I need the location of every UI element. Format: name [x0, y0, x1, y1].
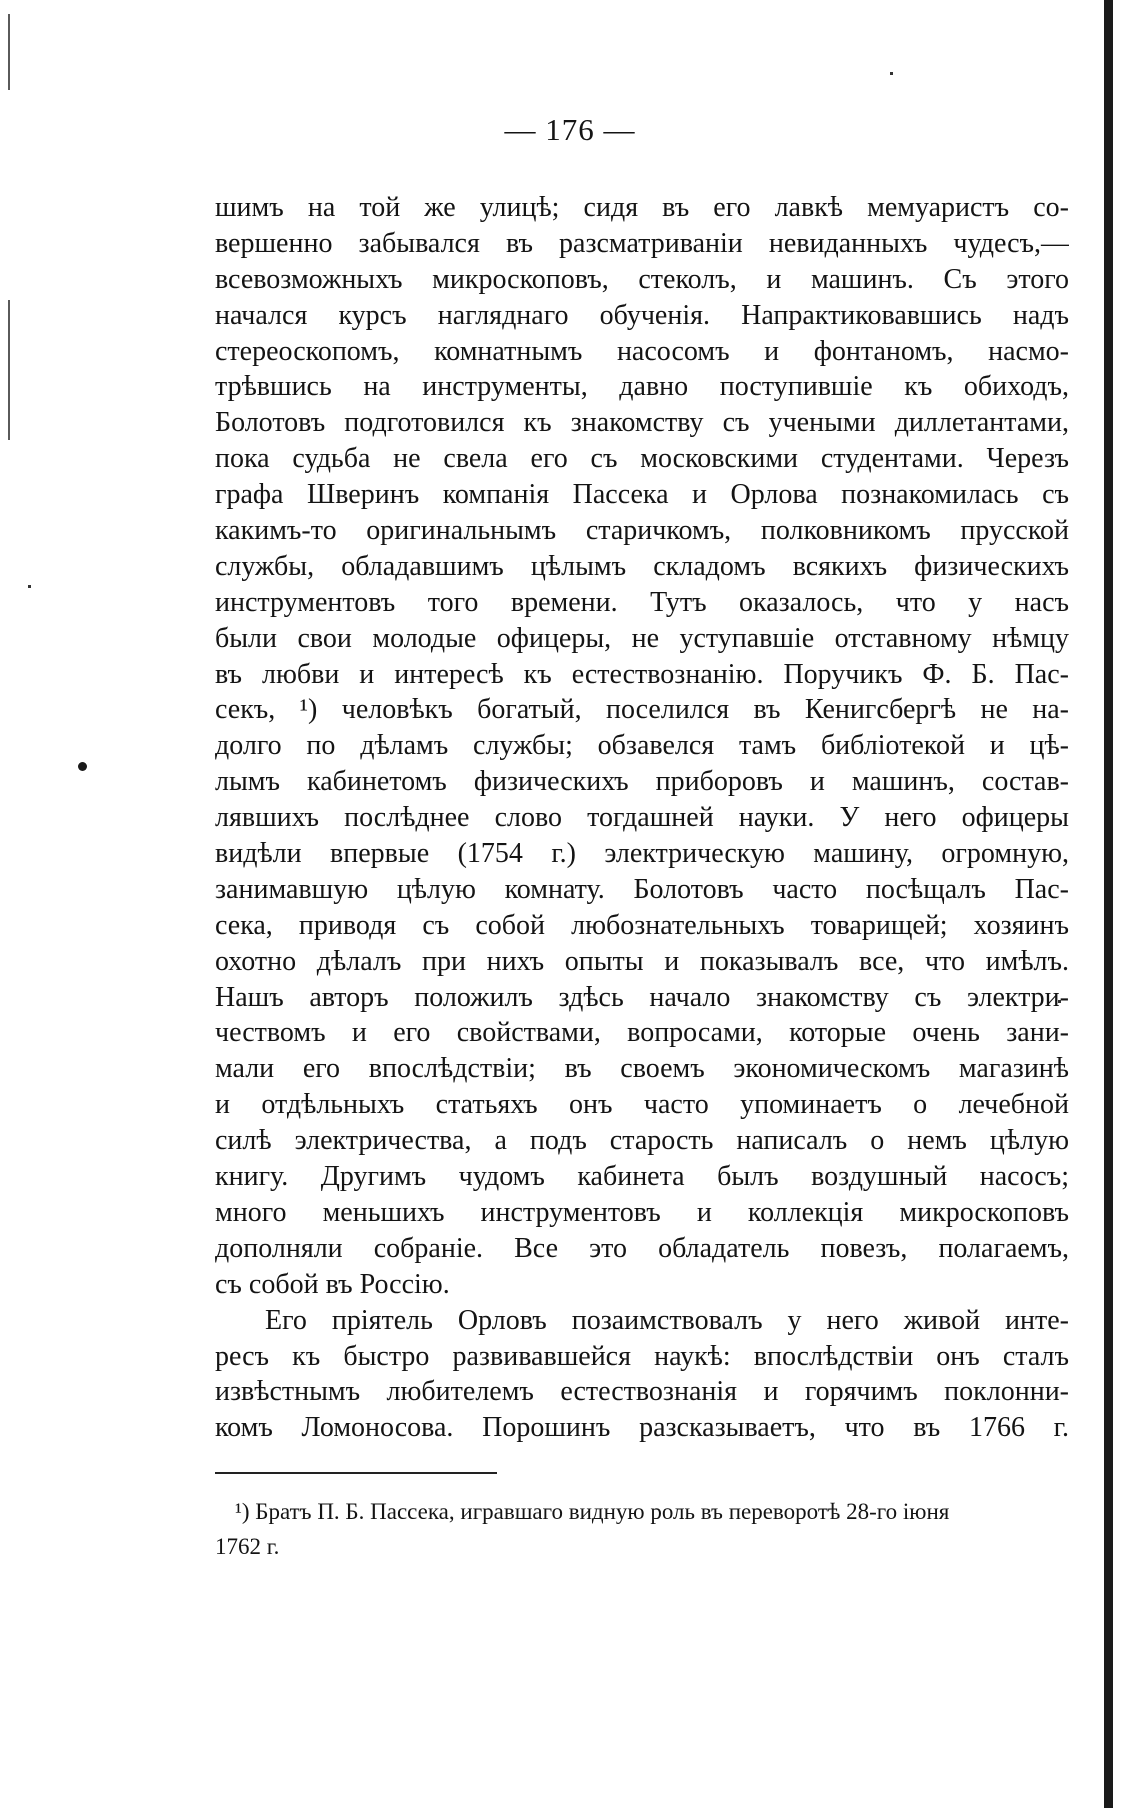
text-line: занимавшую цѣлую комнату. Болотовъ часто посѣщалъ Пас- — [215, 873, 1069, 905]
text-line: пока судьба не свела его съ московскими студентами. Черезъ — [215, 443, 1069, 475]
text-line: комъ Ломоносова. Порошинъ разсказываетъ, что въ 1766 г. — [215, 1412, 1069, 1444]
text-line: и отдѣльныхъ статьяхъ онъ часто упоминаетъ о лечебной — [215, 1089, 1069, 1121]
scan-edge-mark — [8, 300, 10, 440]
text-line: извѣстнымъ любителемъ естествознанія и горячимъ поклонни- — [215, 1376, 1069, 1408]
text-line: охотно дѣлалъ при нихъ опыты и показывалъ все, что имѣлъ. — [215, 945, 1069, 977]
footnote-divider — [215, 1472, 497, 1474]
footnote — [215, 1494, 1069, 1564]
text-line: вершенно забывался въ разсматриваніи невиданныхъ чудесъ,— — [215, 227, 1069, 259]
page-edge-rule — [1104, 0, 1113, 1808]
footnote-line: 1762 г. — [215, 1534, 280, 1559]
scan-speck — [28, 585, 31, 588]
page-number: — 176 — — [504, 112, 636, 147]
text-line: шимъ на той же улицѣ; сидя въ его лавкѣ мемуаристъ со- — [215, 192, 1069, 223]
text-line: книгу. Другимъ чудомъ кабинета былъ воздушный насосъ; — [215, 1161, 1069, 1193]
text-line: много меньшихъ инструментовъ и коллекція микроскоповъ — [215, 1196, 1069, 1228]
scan-speck — [890, 72, 893, 75]
text-line: начался курсъ нагляднаго обученія. Напрактиковавшись надъ — [215, 299, 1069, 331]
text-line-footnote-ref: секъ, ¹) человѣкъ богатый, поселился въ Кенигсбергѣ не на- — [215, 694, 1069, 726]
text-line: инструментовъ того времени. Тутъ оказалось, что у насъ — [215, 586, 1069, 618]
text-line: дополняли собраніе. Все это обладатель повезъ, полагаемъ, — [215, 1232, 1069, 1264]
text-line: видѣли впервые (1754 г.) электрическую машину, огромную, — [215, 838, 1069, 870]
text-line: были свои молодые офицеры, не уступавшіе отставному нѣмцу — [215, 622, 1069, 654]
text-line: лявшихъ послѣднее слово тогдашней науки. У него офицеры — [215, 802, 1069, 834]
body-text — [215, 190, 1069, 1446]
text-line: чествомъ и его свойствами, вопросами, которые очень зани- — [215, 1017, 1069, 1049]
text-line: въ любви и интересѣ къ естествознанію. Поручикъ Ф. Б. Пас- — [215, 658, 1069, 690]
text-line: Болотовъ подготовился къ знакомству съ учеными диллетантами, — [215, 407, 1069, 439]
paragraph-end-line: съ собой въ Россію. — [215, 1268, 450, 1300]
text-line: стереоскопомъ, комнатнымъ насосомъ и фонтаномъ, насмо- — [215, 335, 1069, 367]
text-line: службы, обладавшимъ цѣлымъ складомъ всякихъ физическихъ — [215, 550, 1069, 582]
paragraph-start-line: Его пріятель Орловъ позаимствовалъ у него живой инте- — [265, 1304, 1069, 1336]
text-line: всевозможныхъ микроскоповъ, стеколъ, и машинъ. Съ этого — [215, 263, 1069, 295]
text-line: долго по дѣламъ службы; обзавелся тамъ библіотекой и цѣ- — [215, 730, 1069, 762]
scan-speck — [78, 762, 87, 771]
text-line: трѣвшись на инструменты, давно поступившіе къ обиходъ, — [215, 371, 1069, 403]
scan-edge-mark — [8, 14, 10, 90]
text-line: сека, приводя съ собой любознательныхъ товарищей; хозяинъ — [215, 909, 1069, 941]
footnote-line: ¹) Братъ П. Б. Пассека, игравшаго видную роль въ переворотѣ 28-го іюня — [235, 1499, 950, 1524]
text-line: лымъ кабинетомъ физическихъ приборовъ и машинъ, состав- — [215, 766, 1069, 798]
text-line: графа Шверинъ компанія Пассека и Орлова познакомилась съ — [215, 479, 1069, 511]
text-line: мали его впослѣдствіи; въ своемъ экономическомъ магазинѣ — [215, 1053, 1069, 1085]
text-line: ресъ къ быстро развивавшейся наукѣ: впослѣдствіи онъ сталъ — [215, 1340, 1069, 1372]
text-line: Нашъ авторъ положилъ здѣсь начало знакомству съ электри- — [215, 981, 1069, 1013]
text-line: силѣ электричества, а подъ старость написалъ о немъ цѣлую — [215, 1125, 1069, 1157]
text-line: какимъ-то оригинальнымъ старичкомъ, полковникомъ прусской — [215, 515, 1069, 547]
